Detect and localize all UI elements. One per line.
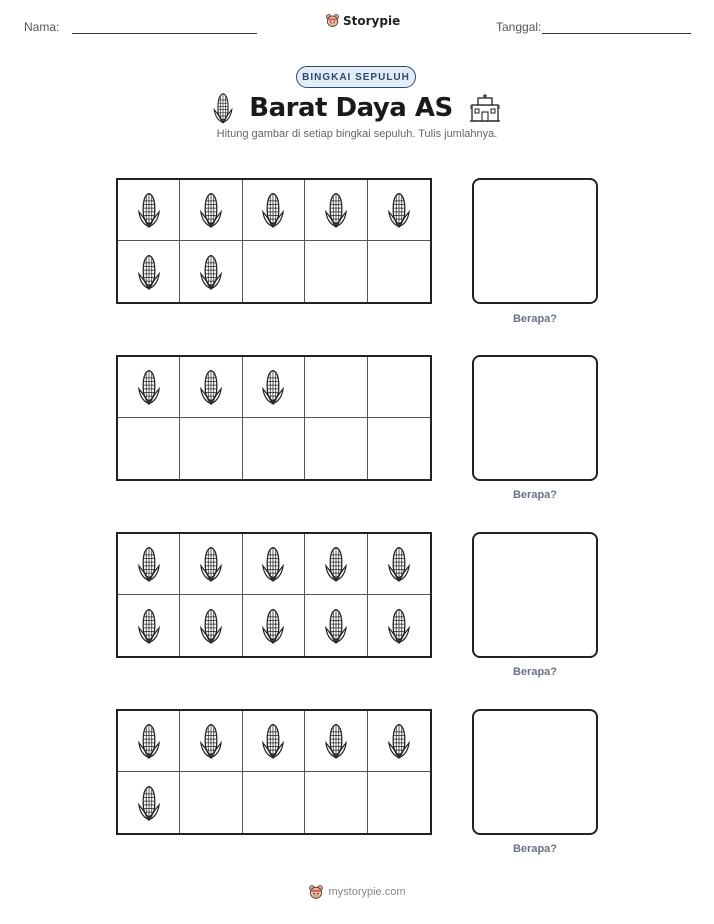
brand-name: Storypie	[343, 13, 401, 28]
frame-cell	[118, 357, 180, 418]
corn-icon	[138, 783, 160, 823]
corn-icon	[388, 544, 410, 584]
corn-icon	[325, 606, 347, 646]
footer-url[interactable]: mystorypie.com	[328, 886, 406, 898]
question-label-2: Berapa?	[512, 489, 558, 501]
question-label-1: Berapa?	[512, 313, 558, 325]
frame-cell	[243, 241, 305, 302]
frame-cell	[118, 418, 180, 479]
frame-cell	[305, 418, 367, 479]
frame-cell	[243, 534, 305, 595]
corn-icon	[262, 190, 284, 230]
frame-cell	[180, 595, 242, 656]
storypie-logo-icon	[308, 884, 324, 900]
frame-cell	[118, 241, 180, 302]
corn-icon	[388, 190, 410, 230]
brand	[325, 13, 400, 28]
instructions: Hitung gambar di setiap bingkai sepuluh. Tulis jumlahnya.	[216, 128, 498, 140]
name-label: Nama:	[24, 20, 60, 34]
corn-icon	[138, 252, 160, 292]
question-label-3: Berapa?	[512, 666, 558, 678]
ten-frame-4	[116, 709, 432, 835]
page-title: Barat Daya AS	[249, 93, 453, 123]
corn-icon	[200, 367, 222, 407]
frame-cell	[243, 595, 305, 656]
frame-cell	[305, 534, 367, 595]
frame-cell	[368, 595, 430, 656]
frame-cell	[243, 711, 305, 772]
ten-frame-2	[116, 355, 432, 481]
date-line[interactable]	[542, 33, 691, 34]
answer-box-1[interactable]	[472, 178, 598, 304]
frame-cell	[305, 595, 367, 656]
frame-cell	[243, 357, 305, 418]
frame-cell	[180, 418, 242, 479]
frame-cell	[180, 534, 242, 595]
frame-cell	[305, 711, 367, 772]
answer-box-3[interactable]	[472, 532, 598, 658]
title-row	[0, 92, 714, 124]
frame-cell	[368, 241, 430, 302]
corn-icon	[200, 190, 222, 230]
frame-cell	[243, 772, 305, 833]
frame-cell	[118, 180, 180, 241]
answer-box-4[interactable]	[472, 709, 598, 835]
corn-icon	[200, 252, 222, 292]
frame-cell	[368, 357, 430, 418]
date-label: Tanggal:	[496, 20, 542, 34]
frame-cell	[368, 711, 430, 772]
name-line[interactable]	[72, 33, 257, 34]
frame-cell	[368, 534, 430, 595]
frame-cell	[305, 180, 367, 241]
frame-cell	[180, 357, 242, 418]
corn-icon	[138, 544, 160, 584]
frame-cell	[180, 772, 242, 833]
frame-cell	[118, 595, 180, 656]
adobe-building-icon	[469, 93, 501, 123]
corn-icon	[325, 544, 347, 584]
corn-icon	[262, 544, 284, 584]
category-badge: BINGKAI SEPULUH	[296, 66, 416, 88]
frame-cell	[243, 180, 305, 241]
frame-cell	[368, 772, 430, 833]
corn-icon	[388, 721, 410, 761]
footer	[0, 884, 714, 900]
frame-cell	[368, 418, 430, 479]
corn-icon	[213, 92, 233, 124]
question-label-4: Berapa?	[512, 843, 558, 855]
corn-icon	[138, 367, 160, 407]
corn-icon	[200, 544, 222, 584]
corn-icon	[325, 190, 347, 230]
ten-frame-3	[116, 532, 432, 658]
corn-icon	[200, 721, 222, 761]
frame-cell	[243, 418, 305, 479]
frame-cell	[305, 357, 367, 418]
frame-cell	[180, 241, 242, 302]
frame-cell	[180, 711, 242, 772]
corn-icon	[138, 721, 160, 761]
corn-icon	[325, 721, 347, 761]
corn-icon	[388, 606, 410, 646]
corn-icon	[262, 721, 284, 761]
frame-cell	[305, 241, 367, 302]
corn-icon	[138, 190, 160, 230]
corn-icon	[200, 606, 222, 646]
frame-cell	[118, 772, 180, 833]
corn-icon	[262, 606, 284, 646]
frame-cell	[368, 180, 430, 241]
ten-frame-1	[116, 178, 432, 304]
frame-cell	[118, 534, 180, 595]
answer-box-2[interactable]	[472, 355, 598, 481]
frame-cell	[118, 711, 180, 772]
corn-icon	[262, 367, 284, 407]
frame-cell	[180, 180, 242, 241]
frame-cell	[305, 772, 367, 833]
storypie-logo-icon	[325, 13, 340, 28]
corn-icon	[138, 606, 160, 646]
